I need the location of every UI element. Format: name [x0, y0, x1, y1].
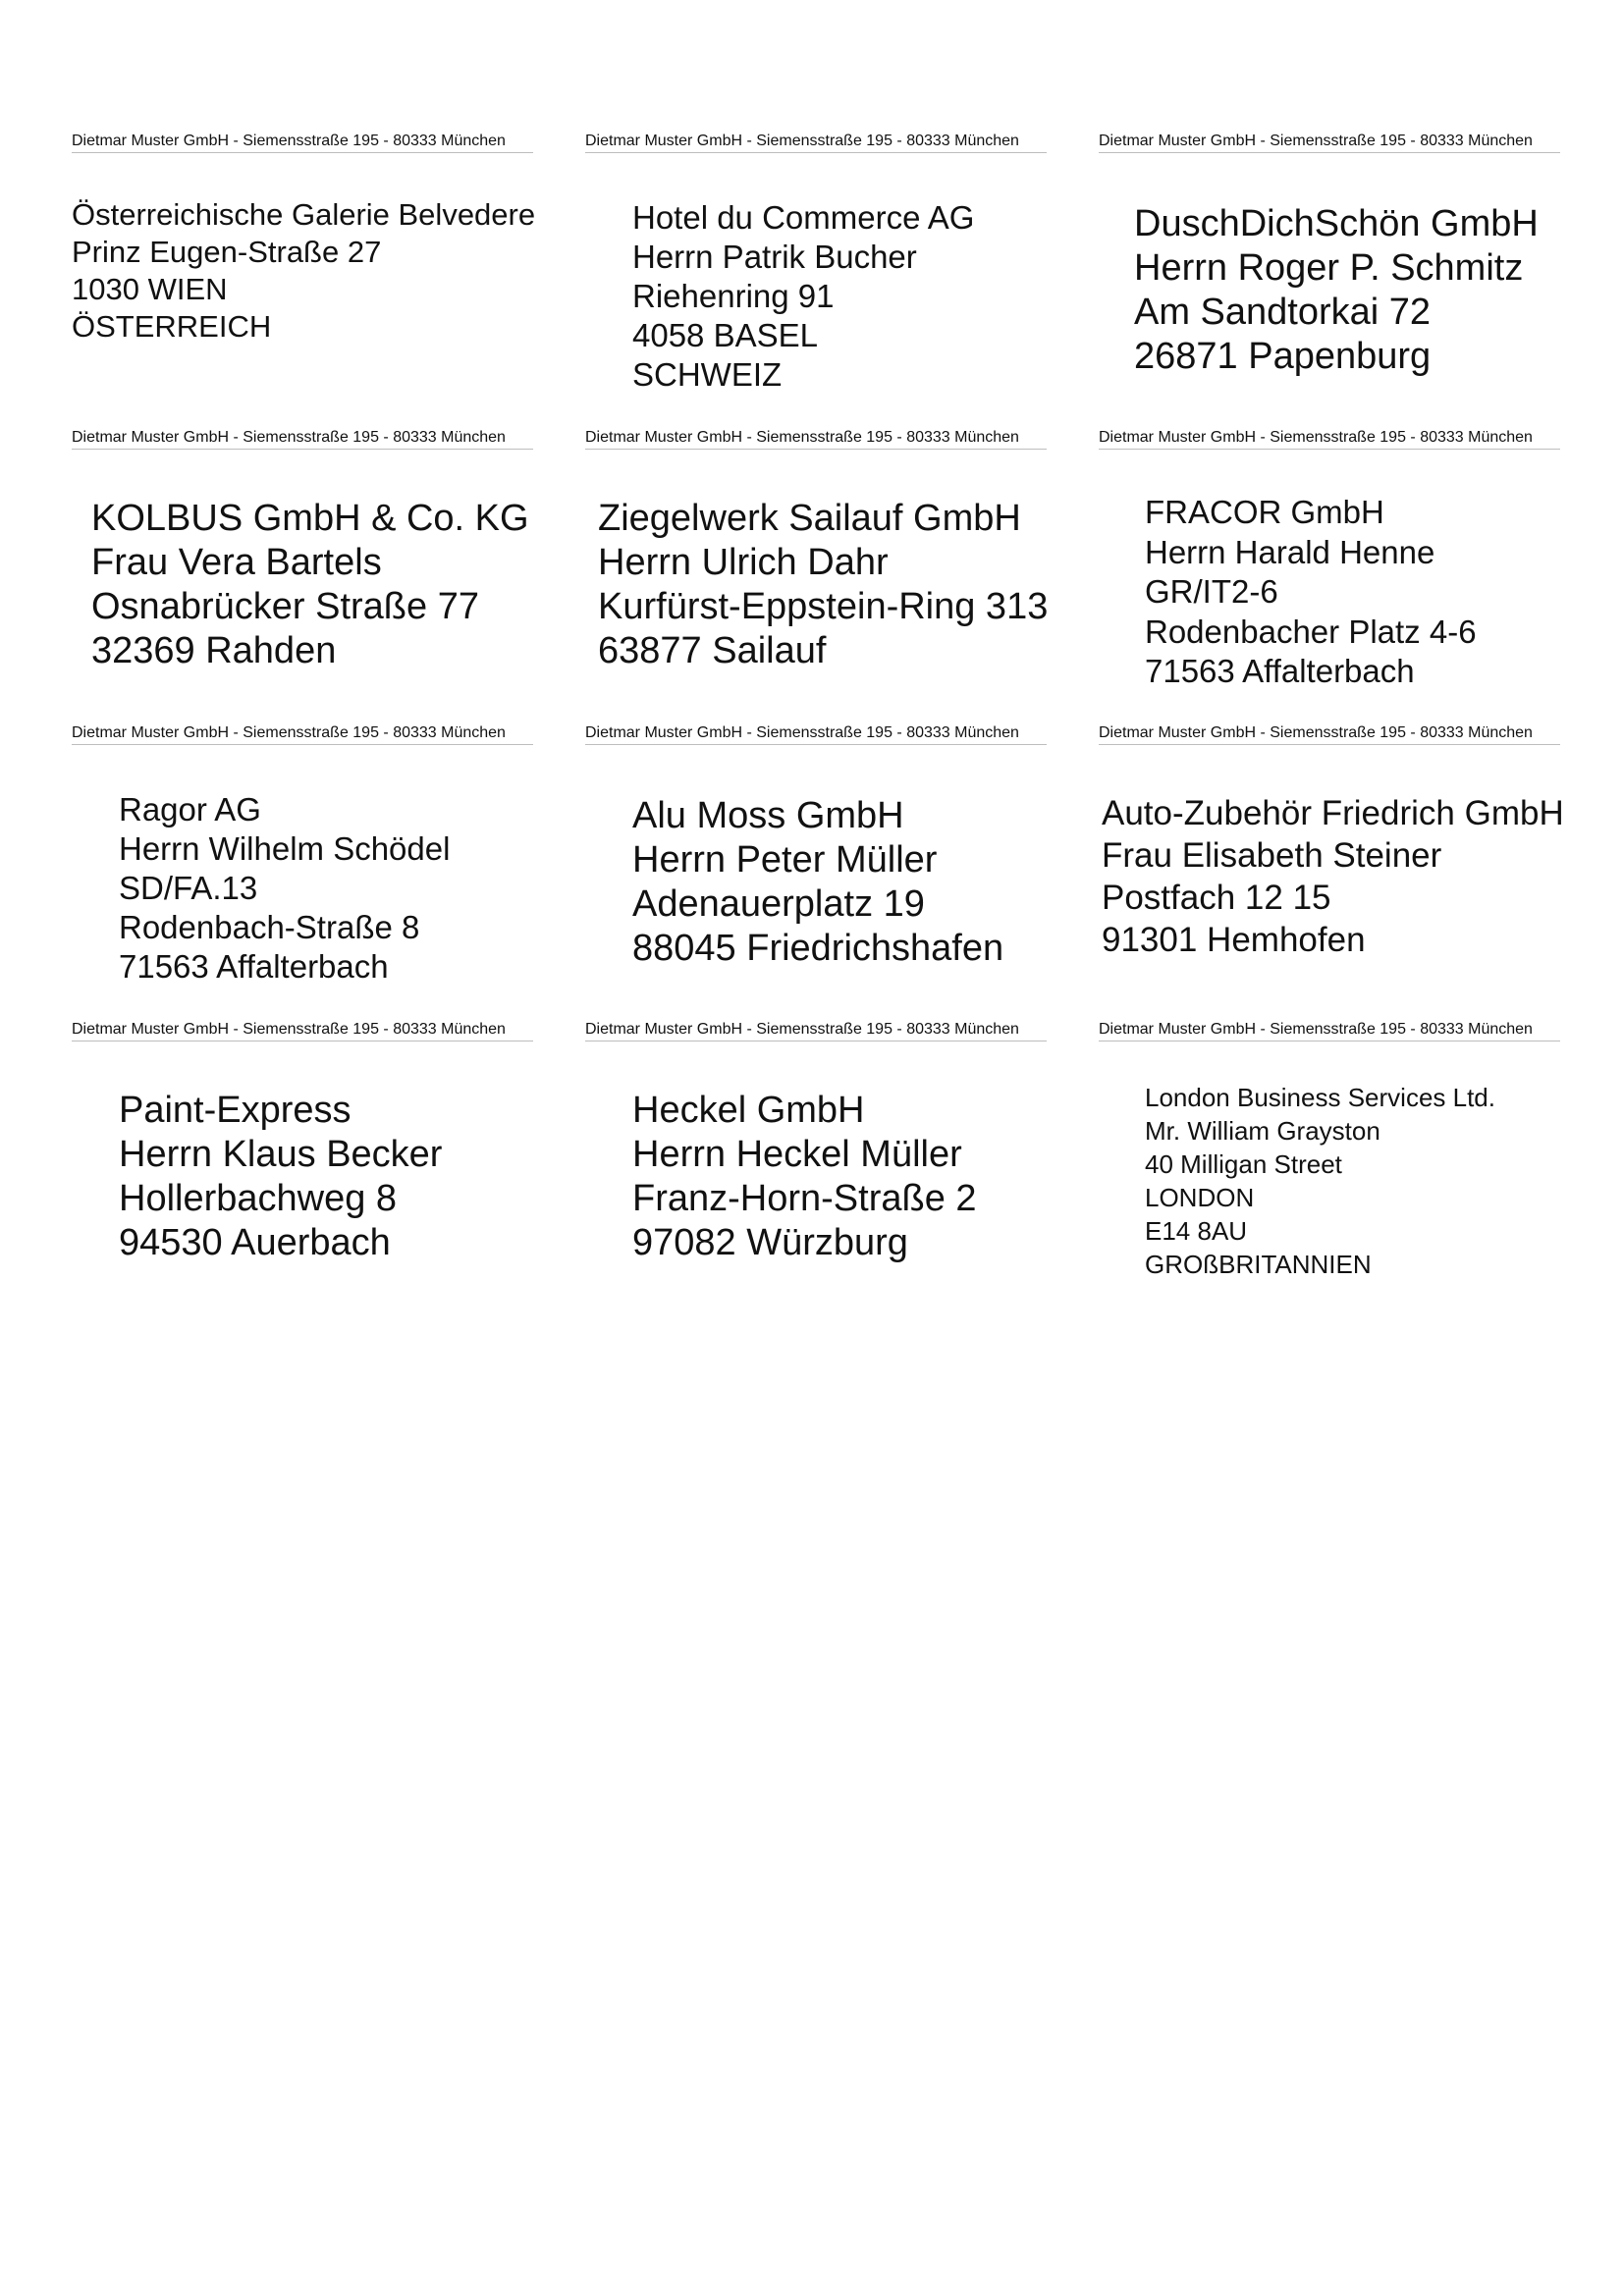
address-label	[1099, 1020, 1560, 1314]
sender-line: Dietmar Muster GmbH - Siemensstraße 195 - 80333 München	[585, 132, 1047, 153]
address-line: Heckel GmbH	[632, 1090, 865, 1131]
recipient-address	[72, 196, 535, 346]
address-line: 71563 Affalterbach	[1145, 653, 1415, 689]
address-label	[585, 428, 1047, 722]
address-line: 63877 Sailauf	[598, 630, 827, 671]
address-line: Prinz Eugen-Straße 27	[72, 235, 382, 269]
recipient-address	[1145, 493, 1477, 692]
address-line: London Business Services Ltd.	[1145, 1083, 1495, 1112]
address-line: 71563 Affalterbach	[119, 948, 389, 985]
address-line: 91301 Hemhofen	[1102, 921, 1366, 959]
recipient-address	[632, 794, 1003, 971]
address-line: 88045 Friedrichshafen	[632, 928, 1004, 969]
address-line: Kurfürst-Eppstein-Ring 313	[598, 586, 1049, 627]
address-label	[72, 1020, 533, 1314]
address-line: Herrn Ulrich Dahr	[598, 542, 889, 583]
address-line: Rodenbacher Platz 4-6	[1145, 613, 1477, 650]
sender-line: Dietmar Muster GmbH - Siemensstraße 195 - 80333 München	[72, 428, 533, 450]
address-line: GR/IT2-6	[1145, 573, 1278, 610]
sender-line: Dietmar Muster GmbH - Siemensstraße 195 - 80333 München	[1099, 428, 1560, 450]
address-line: Rodenbach-Straße 8	[119, 909, 420, 945]
address-line: Herrn Peter Müller	[632, 839, 938, 881]
address-line: Ziegelwerk Sailauf GmbH	[598, 498, 1021, 539]
address-line: FRACOR GmbH	[1145, 494, 1384, 530]
address-label	[72, 132, 536, 426]
recipient-address	[119, 1089, 442, 1265]
address-label	[1099, 428, 1560, 722]
address-line: 4058 BASEL	[632, 317, 818, 353]
sender-line: Dietmar Muster GmbH - Siemensstraße 195 - 80333 München	[72, 132, 533, 153]
address-line: Herrn Patrik Bucher	[632, 239, 917, 275]
address-line: ÖSTERREICH	[72, 309, 272, 344]
sender-line: Dietmar Muster GmbH - Siemensstraße 195 - 80333 München	[585, 1020, 1047, 1041]
recipient-address	[598, 497, 1048, 673]
address-line: GROßBRITANNIEN	[1145, 1250, 1372, 1279]
address-line: Herrn Heckel Müller	[632, 1134, 962, 1175]
address-line: E14 8AU	[1145, 1216, 1248, 1246]
address-line: Mr. William Grayston	[1145, 1116, 1380, 1146]
address-line: Auto-Zubehör Friedrich GmbH	[1102, 794, 1564, 832]
address-line: Adenauerplatz 19	[632, 883, 925, 925]
recipient-address	[632, 198, 974, 395]
address-line: 32369 Rahden	[91, 630, 337, 671]
address-line: SD/FA.13	[119, 870, 258, 906]
address-line: 1030 WIEN	[72, 272, 228, 306]
sender-line: Dietmar Muster GmbH - Siemensstraße 195 - 80333 München	[585, 428, 1047, 450]
address-line: SCHWEIZ	[632, 356, 783, 393]
recipient-address	[1134, 202, 1539, 379]
address-line: Herrn Wilhelm Schödel	[119, 830, 451, 867]
address-line: DuschDichSchön GmbH	[1134, 203, 1539, 244]
address-line: 94530 Auerbach	[119, 1222, 391, 1263]
address-line: Riehenring 91	[632, 278, 835, 314]
recipient-address	[91, 497, 529, 673]
address-line: KOLBUS GmbH & Co. KG	[91, 498, 529, 539]
address-label	[585, 723, 1047, 1018]
address-line: Herrn Klaus Becker	[119, 1134, 443, 1175]
sender-line: Dietmar Muster GmbH - Siemensstraße 195 - 80333 München	[72, 723, 533, 745]
sender-line: Dietmar Muster GmbH - Siemensstraße 195 - 80333 München	[1099, 132, 1560, 153]
address-label	[1099, 723, 1564, 1018]
address-line: Österreichische Galerie Belvedere	[72, 197, 536, 232]
address-line: Hollerbachweg 8	[119, 1178, 398, 1219]
address-line: Frau Elisabeth Steiner	[1102, 836, 1442, 875]
sender-line: Dietmar Muster GmbH - Siemensstraße 195 - 80333 München	[1099, 723, 1560, 745]
address-line: 26871 Papenburg	[1134, 336, 1432, 377]
address-line: 40 Milligan Street	[1145, 1149, 1342, 1179]
address-label	[585, 132, 1047, 426]
address-line: Am Sandtorkai 72	[1134, 292, 1432, 333]
address-line: Herrn Harald Henne	[1145, 533, 1435, 570]
address-line: Ragor AG	[119, 791, 261, 828]
recipient-address	[632, 1089, 977, 1265]
address-label	[72, 723, 533, 1018]
sender-line: Dietmar Muster GmbH - Siemensstraße 195 - 80333 München	[72, 1020, 533, 1041]
address-line: Frau Vera Bartels	[91, 542, 382, 583]
address-label	[72, 428, 533, 722]
address-line: 97082 Würzburg	[632, 1222, 908, 1263]
address-label	[585, 1020, 1047, 1314]
address-line: Postfach 12 15	[1102, 879, 1331, 917]
address-line: Herrn Roger P. Schmitz	[1134, 247, 1524, 289]
address-line: LONDON	[1145, 1183, 1255, 1212]
address-line: Paint-Express	[119, 1090, 352, 1131]
address-line: Hotel du Commerce AG	[632, 199, 975, 236]
address-label	[1099, 132, 1560, 426]
sender-line: Dietmar Muster GmbH - Siemensstraße 195 - 80333 München	[1099, 1020, 1560, 1041]
address-line: Alu Moss GmbH	[632, 795, 904, 836]
recipient-address	[119, 790, 450, 987]
recipient-address	[1102, 792, 1564, 961]
address-line: Franz-Horn-Straße 2	[632, 1178, 977, 1219]
sender-line: Dietmar Muster GmbH - Siemensstraße 195 - 80333 München	[585, 723, 1047, 745]
address-line: Osnabrücker Straße 77	[91, 586, 479, 627]
recipient-address	[1145, 1081, 1495, 1281]
